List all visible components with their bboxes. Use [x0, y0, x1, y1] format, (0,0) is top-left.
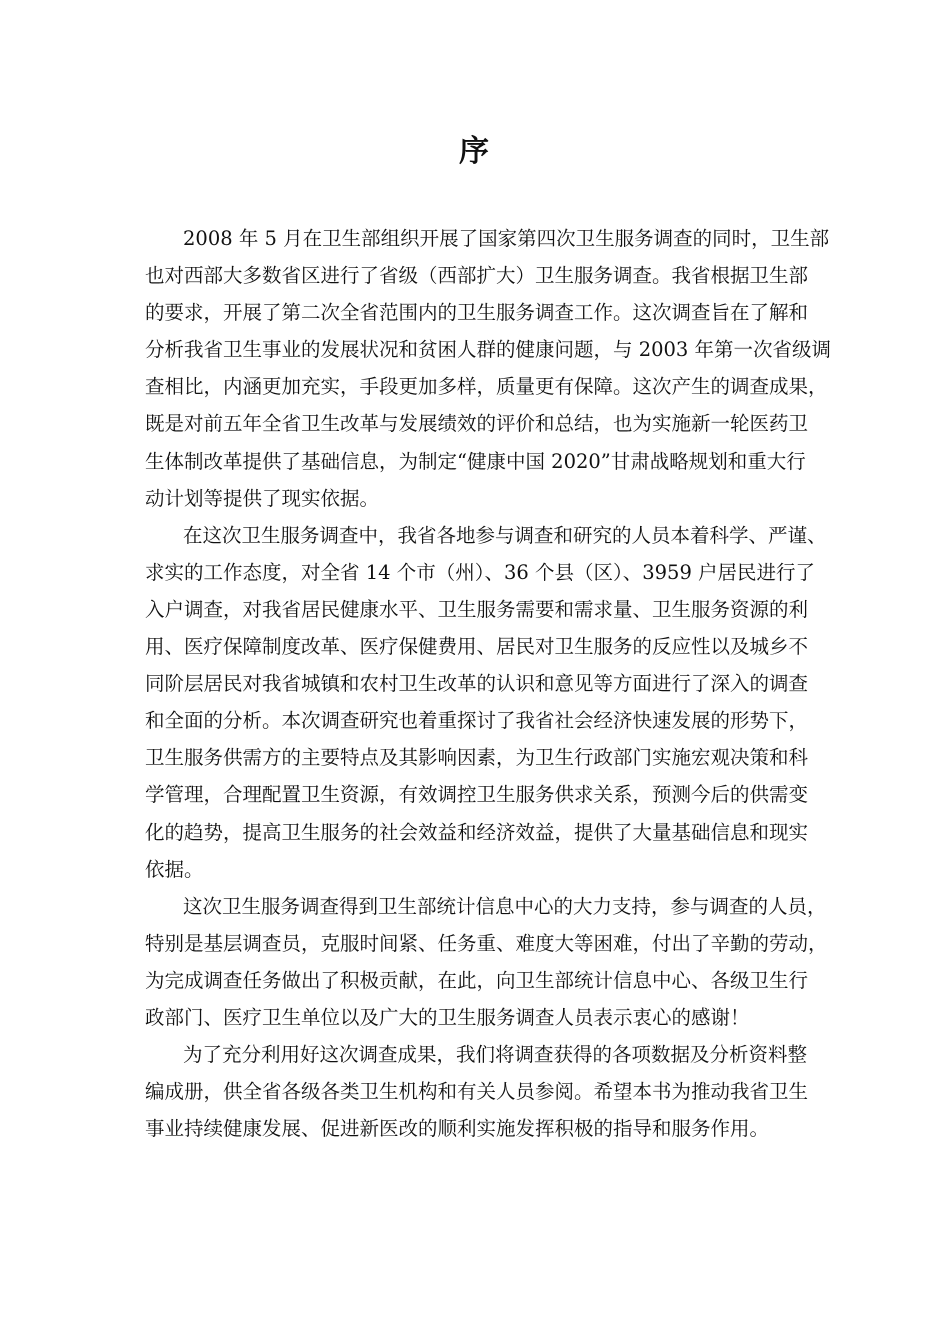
paragraph-line: 用、医疗保障制度改革、医疗保健费用、居民对卫生服务的反应性以及城乡不 [145, 635, 809, 659]
paragraph-line: 这次卫生服务调查得到卫生部统计信息中心的大力支持，参与调查的人员， [183, 894, 827, 918]
paragraph-line: 事业持续健康发展、促进新医改的顺利实施发挥积极的指导和服务作用。 [145, 1117, 770, 1141]
page-title: 序 [459, 134, 491, 169]
paragraph-line: 也对西部大多数省区进行了省级（西部扩大）卫生服务调查。我省根据卫生部 [145, 264, 809, 288]
paragraph-line: 为了充分利用好这次调查成果，我们将调查获得的各项数据及分析资料整 [183, 1043, 808, 1067]
paragraph-line: 的要求，开展了第二次全省范围内的卫生服务调查工作。这次调查旨在了解和 [145, 301, 809, 325]
paragraph-line: 学管理，合理配置卫生资源，有效调控卫生服务供求关系，预测今后的供需变 [145, 783, 809, 807]
paragraph-line: 同阶层居民对我省城镇和农村卫生改革的认识和意见等方面进行了深入的调查 [145, 672, 809, 696]
paragraph-line: 入户调查，对我省居民健康水平、卫生服务需要和需求量、卫生服务资源的利 [145, 597, 809, 621]
paragraph-line: 既是对前五年全省卫生改革与发展绩效的评价和总结，也为实施新一轮医药卫 [145, 412, 809, 436]
paragraph-line: 卫生服务供需方的主要特点及其影响因素，为卫生行政部门实施宏观决策和科 [145, 746, 809, 770]
paragraph-line: 为完成调查任务做出了积极贡献，在此，向卫生部统计信息中心、各级卫生行 [145, 968, 809, 992]
paragraph-line: 分析我省卫生事业的发展状况和贫困人群的健康问题，与 2003 年第一次省级调 [145, 338, 832, 362]
paragraph-line: 生体制改革提供了基础信息，为制定“健康中国 2020”甘肃战略规划和重大行 [145, 449, 806, 473]
paragraph-line: 政部门、医疗卫生单位以及广大的卫生服务调查人员表示衷心的感谢！ [145, 1005, 750, 1029]
document-body [145, 220, 832, 1147]
paragraph-line: 动计划等提供了现实依据。 [145, 486, 380, 510]
paragraph-line: 在这次卫生服务调查中，我省各地参与调查和研究的人员本着科学、严谨、 [183, 523, 827, 547]
paragraph-line: 依据。 [145, 857, 204, 881]
paragraph-line: 2008 年 5 月在卫生部组织开展了国家第四次卫生服务调查的同时，卫生部 [183, 227, 830, 250]
paragraph-line: 和全面的分析。本次调查研究也着重探讨了我省社会经济快速发展的形势下， [145, 709, 809, 733]
paragraph-line: 特别是基层调查员，克服时间紧、任务重、难度大等困难，付出了辛勤的劳动， [145, 931, 828, 955]
paragraph-line: 编成册，供全省各级各类卫生机构和有关人员参阅。希望本书为推动我省卫生 [145, 1080, 809, 1104]
paragraph-line: 求实的工作态度，对全省 14 个市（州）、36 个县（区）、3959 户居民进行了 [145, 560, 816, 584]
paragraph-line: 查相比，内涵更加充实，手段更加多样，质量更有保障。这次产生的调查成果， [145, 375, 828, 399]
paragraph-line: 化的趋势，提高卫生服务的社会效益和经济效益，提供了大量基础信息和现实 [145, 820, 809, 844]
